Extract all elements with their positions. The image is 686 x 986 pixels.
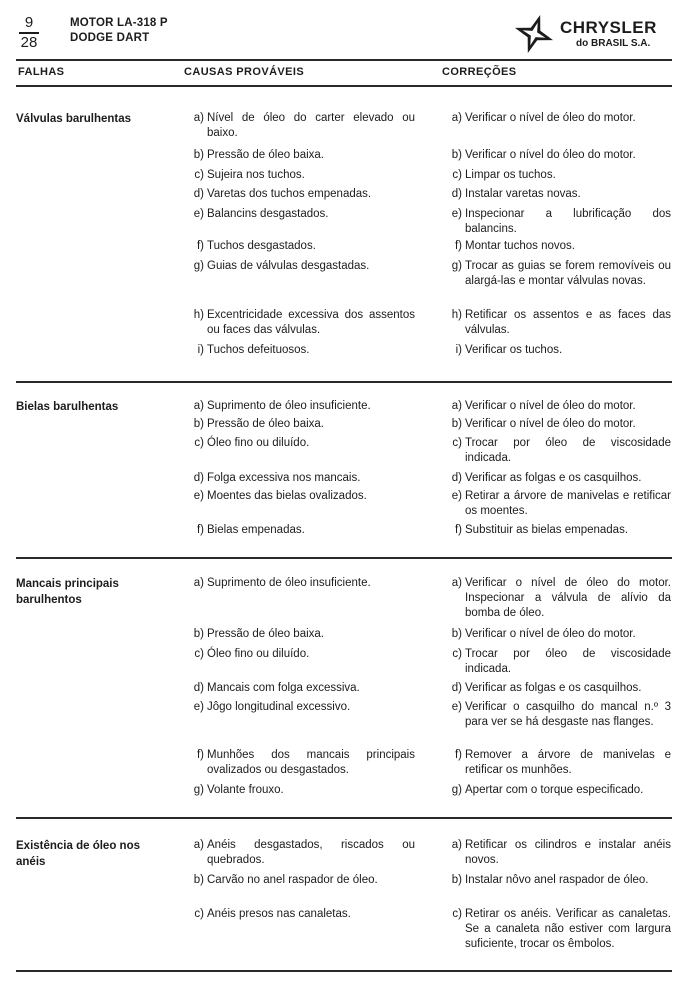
fix-letter: c) [452, 908, 462, 920]
cause-letter: c) [194, 908, 204, 920]
cause-text: Bielas empenadas. [207, 524, 305, 536]
cause-cell [184, 523, 416, 538]
cause-text: Carvão no anel raspador de óleo. [207, 874, 378, 886]
fix-cell [442, 576, 672, 621]
fix-letter: c) [452, 169, 462, 181]
cause-letter: c) [194, 169, 204, 181]
fault-title: Existência de óleo nos anéis [16, 840, 140, 868]
section-rule [16, 557, 672, 559]
fix-cell [442, 148, 672, 163]
cause-cell [184, 308, 416, 338]
brand-name: CHRYSLER [560, 18, 657, 37]
cause-letter: a) [193, 577, 204, 589]
cause-letter: d) [193, 682, 204, 694]
cause-letter: f) [196, 240, 204, 252]
cause-letter: g) [193, 784, 204, 796]
cause-text: Anéis presos nas canaletas. [207, 908, 351, 920]
fix-letter: c) [452, 437, 462, 449]
cause-cell [184, 168, 416, 183]
cause-text: Pressão de óleo baixa. [207, 628, 324, 640]
cause-cell [184, 207, 416, 222]
cause-text: Óleo fino ou diluído. [207, 437, 310, 449]
title-line-1: MOTOR LA-318 P [70, 17, 168, 29]
cause-cell [184, 700, 416, 715]
document-title [70, 16, 168, 46]
fix-cell [442, 436, 672, 466]
cause-letter: b) [193, 418, 204, 430]
fix-text: Verificar o nível de óleo do motor. Inspecionar a válvula de alívio da bomba de óleo. [465, 577, 671, 619]
fix-cell [442, 489, 672, 519]
fix-letter: e) [451, 208, 462, 220]
fix-text: Verificar as folgas e os casquilhos. [465, 682, 642, 694]
cause-text: Suprimento de óleo insuficiente. [207, 400, 371, 412]
fix-letter: d) [451, 682, 462, 694]
fix-text: Verificar o casquilho do mancal n.º 3 para ver se há desgaste nas flanges. [465, 701, 671, 728]
fix-cell [442, 168, 672, 183]
cause-text: Tuchos defeituosos. [207, 344, 310, 356]
cause-cell [184, 873, 416, 888]
cause-letter: e) [193, 208, 204, 220]
cause-text: Óleo fino ou diluído. [207, 648, 310, 660]
cause-text: Mancais com folga excessiva. [207, 682, 360, 694]
fix-text: Verificar as folgas e os casquilhos. [465, 472, 642, 484]
brand-subtitle: do BRASIL S.A. [576, 38, 651, 49]
fix-letter: d) [451, 472, 462, 484]
cause-letter: e) [193, 490, 204, 502]
cause-text: Tuchos desgastados. [207, 240, 316, 252]
cause-text: Excentricidade excessiva dos assentos ou faces das válvulas. [207, 309, 415, 336]
fix-cell [442, 399, 672, 414]
cause-text: Anéis desgastados, riscados ou quebrados. [207, 839, 415, 866]
fix-text: Retirar a árvore de manivelas e retificar os moentes. [465, 490, 671, 517]
cause-letter: h) [193, 309, 204, 321]
cause-cell [184, 111, 416, 141]
fix-text: Retificar os assentos e as faces das válvulas. [465, 309, 671, 336]
fix-letter: f) [454, 524, 462, 536]
fix-cell [442, 111, 672, 126]
cause-cell [184, 838, 416, 868]
fix-text: Inspecionar a lubrificação dos balancins. [465, 208, 671, 235]
fix-letter: b) [451, 149, 462, 161]
cause-cell [184, 417, 416, 432]
fix-text: Instalar varetas novas. [465, 188, 581, 200]
fix-letter: a) [451, 577, 462, 589]
cause-cell [184, 239, 416, 254]
fix-letter: a) [451, 400, 462, 412]
cause-text: Pressão de óleo baixa. [207, 149, 324, 161]
cause-letter: a) [193, 112, 204, 124]
cause-letter: d) [193, 188, 204, 200]
cause-letter: d) [193, 472, 204, 484]
column-header-rule [16, 85, 672, 87]
fix-letter: g) [451, 260, 462, 272]
fix-text: Verificar o nível de óleo do motor. [465, 628, 636, 640]
fix-letter: e) [451, 701, 462, 713]
fault-title: Bielas barulhentas [16, 401, 119, 413]
fix-cell [442, 187, 672, 202]
fix-letter: f) [454, 240, 462, 252]
fix-text: Substituir as bielas empenadas. [465, 524, 629, 536]
column-header-causas: CAUSAS PROVÁVEIS [184, 66, 305, 78]
cause-letter: b) [193, 149, 204, 161]
cause-letter: a) [193, 839, 204, 851]
cause-letter: f) [196, 524, 204, 536]
cause-cell [184, 681, 416, 696]
cause-cell [184, 907, 416, 922]
title-line-2: DODGE DART [70, 32, 150, 44]
header-rule [16, 59, 672, 61]
cause-text: Varetas dos tuchos empenadas. [207, 188, 372, 200]
cause-letter: b) [193, 628, 204, 640]
page-number-bottom: 28 [20, 33, 38, 51]
page-number-top: 9 [24, 14, 34, 31]
cause-cell [184, 576, 416, 591]
cause-text: Suprimento de óleo insuficiente. [207, 577, 371, 589]
fix-text: Trocar por óleo de viscosidade indicada. [465, 648, 671, 675]
cause-cell [184, 471, 416, 486]
fix-text: Montar tuchos novos. [465, 240, 575, 252]
fix-text: Limpar os tuchos. [465, 169, 556, 181]
cause-cell [184, 259, 416, 274]
fix-text: Retirar os anéis. Verificar as canaletas. Se a canaleta não estiver com largura suficiente, trocar os êmbolos. [465, 908, 671, 950]
fix-text: Verificar o nível de óleo do motor. [465, 400, 636, 412]
fix-text: Trocar as guias se forem removíveis ou alargá-las e montar válvulas novas. [465, 260, 671, 287]
fault-title: Válvulas barulhentas [16, 113, 132, 125]
cause-text: Volante frouxo. [207, 784, 284, 796]
cause-cell [184, 343, 416, 358]
fix-cell [442, 207, 672, 237]
cause-text: Pressão de óleo baixa. [207, 418, 324, 430]
cause-cell [184, 627, 416, 642]
cause-letter: f) [196, 749, 204, 761]
cause-cell [184, 489, 416, 504]
fix-text: Trocar por óleo de viscosidade indicada. [465, 437, 671, 464]
fix-cell [442, 700, 672, 730]
fix-text: Verificar o nível de óleo do motor. [465, 112, 636, 124]
fix-letter: f) [454, 749, 462, 761]
fix-text: Verificar os tuchos. [465, 344, 563, 356]
cause-cell [184, 187, 416, 202]
fix-cell [442, 259, 672, 289]
cause-text: Jôgo longitudinal excessivo. [207, 701, 351, 713]
fix-cell [442, 343, 672, 358]
fix-cell [442, 873, 672, 888]
fix-text: Verificar o nível do óleo do motor. [465, 149, 636, 161]
page-number [18, 16, 40, 50]
fix-letter: b) [451, 418, 462, 430]
cause-cell [184, 647, 416, 662]
cause-letter: g) [193, 260, 204, 272]
fix-cell [442, 627, 672, 642]
fix-letter: h) [451, 309, 462, 321]
cause-text: Balancins desgastados. [207, 208, 329, 220]
cause-letter: a) [193, 400, 204, 412]
cause-text: Sujeira nos tuchos. [207, 169, 305, 181]
cause-letter: e) [193, 701, 204, 713]
cause-cell [184, 748, 416, 778]
fix-text: Instalar nôvo anel raspador de óleo. [465, 874, 649, 886]
cause-text: Nível de óleo do carter elevado ou baixo. [207, 112, 415, 139]
section-rule [16, 381, 672, 383]
fix-cell [442, 647, 672, 677]
fix-cell [442, 417, 672, 432]
cause-letter: b) [193, 874, 204, 886]
column-header-falhas: FALHAS [18, 66, 65, 78]
cause-letter: c) [194, 648, 204, 660]
fix-letter: g) [451, 784, 462, 796]
cause-text: Moentes das bielas ovalizados. [207, 490, 367, 502]
fix-cell [442, 471, 672, 486]
cause-text: Folga excessiva nos mancais. [207, 472, 361, 484]
cause-cell [184, 148, 416, 163]
fix-letter: a) [451, 839, 462, 851]
cause-text: Munhões dos mancais principais ovalizados ou desgastados. [207, 749, 415, 776]
fix-cell [442, 239, 672, 254]
section-rule [16, 817, 672, 819]
fix-text: Remover a árvore de manivelas e retificar os munhões. [465, 749, 671, 776]
fix-letter: i) [455, 344, 462, 356]
pentastar-logo-icon [512, 12, 556, 56]
fix-cell [442, 681, 672, 696]
fix-letter: e) [451, 490, 462, 502]
fix-letter: a) [451, 112, 462, 124]
cause-cell [184, 399, 416, 414]
fix-cell [442, 907, 672, 952]
fix-text: Apertar com o torque especificado. [465, 784, 644, 796]
fix-text: Verificar o nível de óleo do motor. [465, 418, 636, 430]
fix-text: Retificar os cilindros e instalar anéis novos. [465, 839, 671, 866]
fix-cell [442, 748, 672, 778]
cause-cell [184, 783, 416, 798]
cause-letter: c) [194, 437, 204, 449]
fix-cell [442, 523, 672, 538]
fix-letter: c) [452, 648, 462, 660]
chrysler-logo [512, 12, 672, 56]
fault-title: Mancais principais barulhentos [16, 578, 119, 606]
fix-letter: b) [451, 628, 462, 640]
fix-cell [442, 838, 672, 868]
cause-text: Guias de válvulas desgastadas. [207, 260, 370, 272]
fix-cell [442, 308, 672, 338]
cause-letter: i) [197, 344, 204, 356]
fix-cell [442, 783, 672, 798]
cause-cell [184, 436, 416, 451]
fix-letter: d) [451, 188, 462, 200]
bottom-rule [16, 970, 672, 972]
page-header [16, 12, 672, 58]
fix-letter: b) [451, 874, 462, 886]
column-header-correcoes: CORREÇÕES [442, 66, 517, 78]
